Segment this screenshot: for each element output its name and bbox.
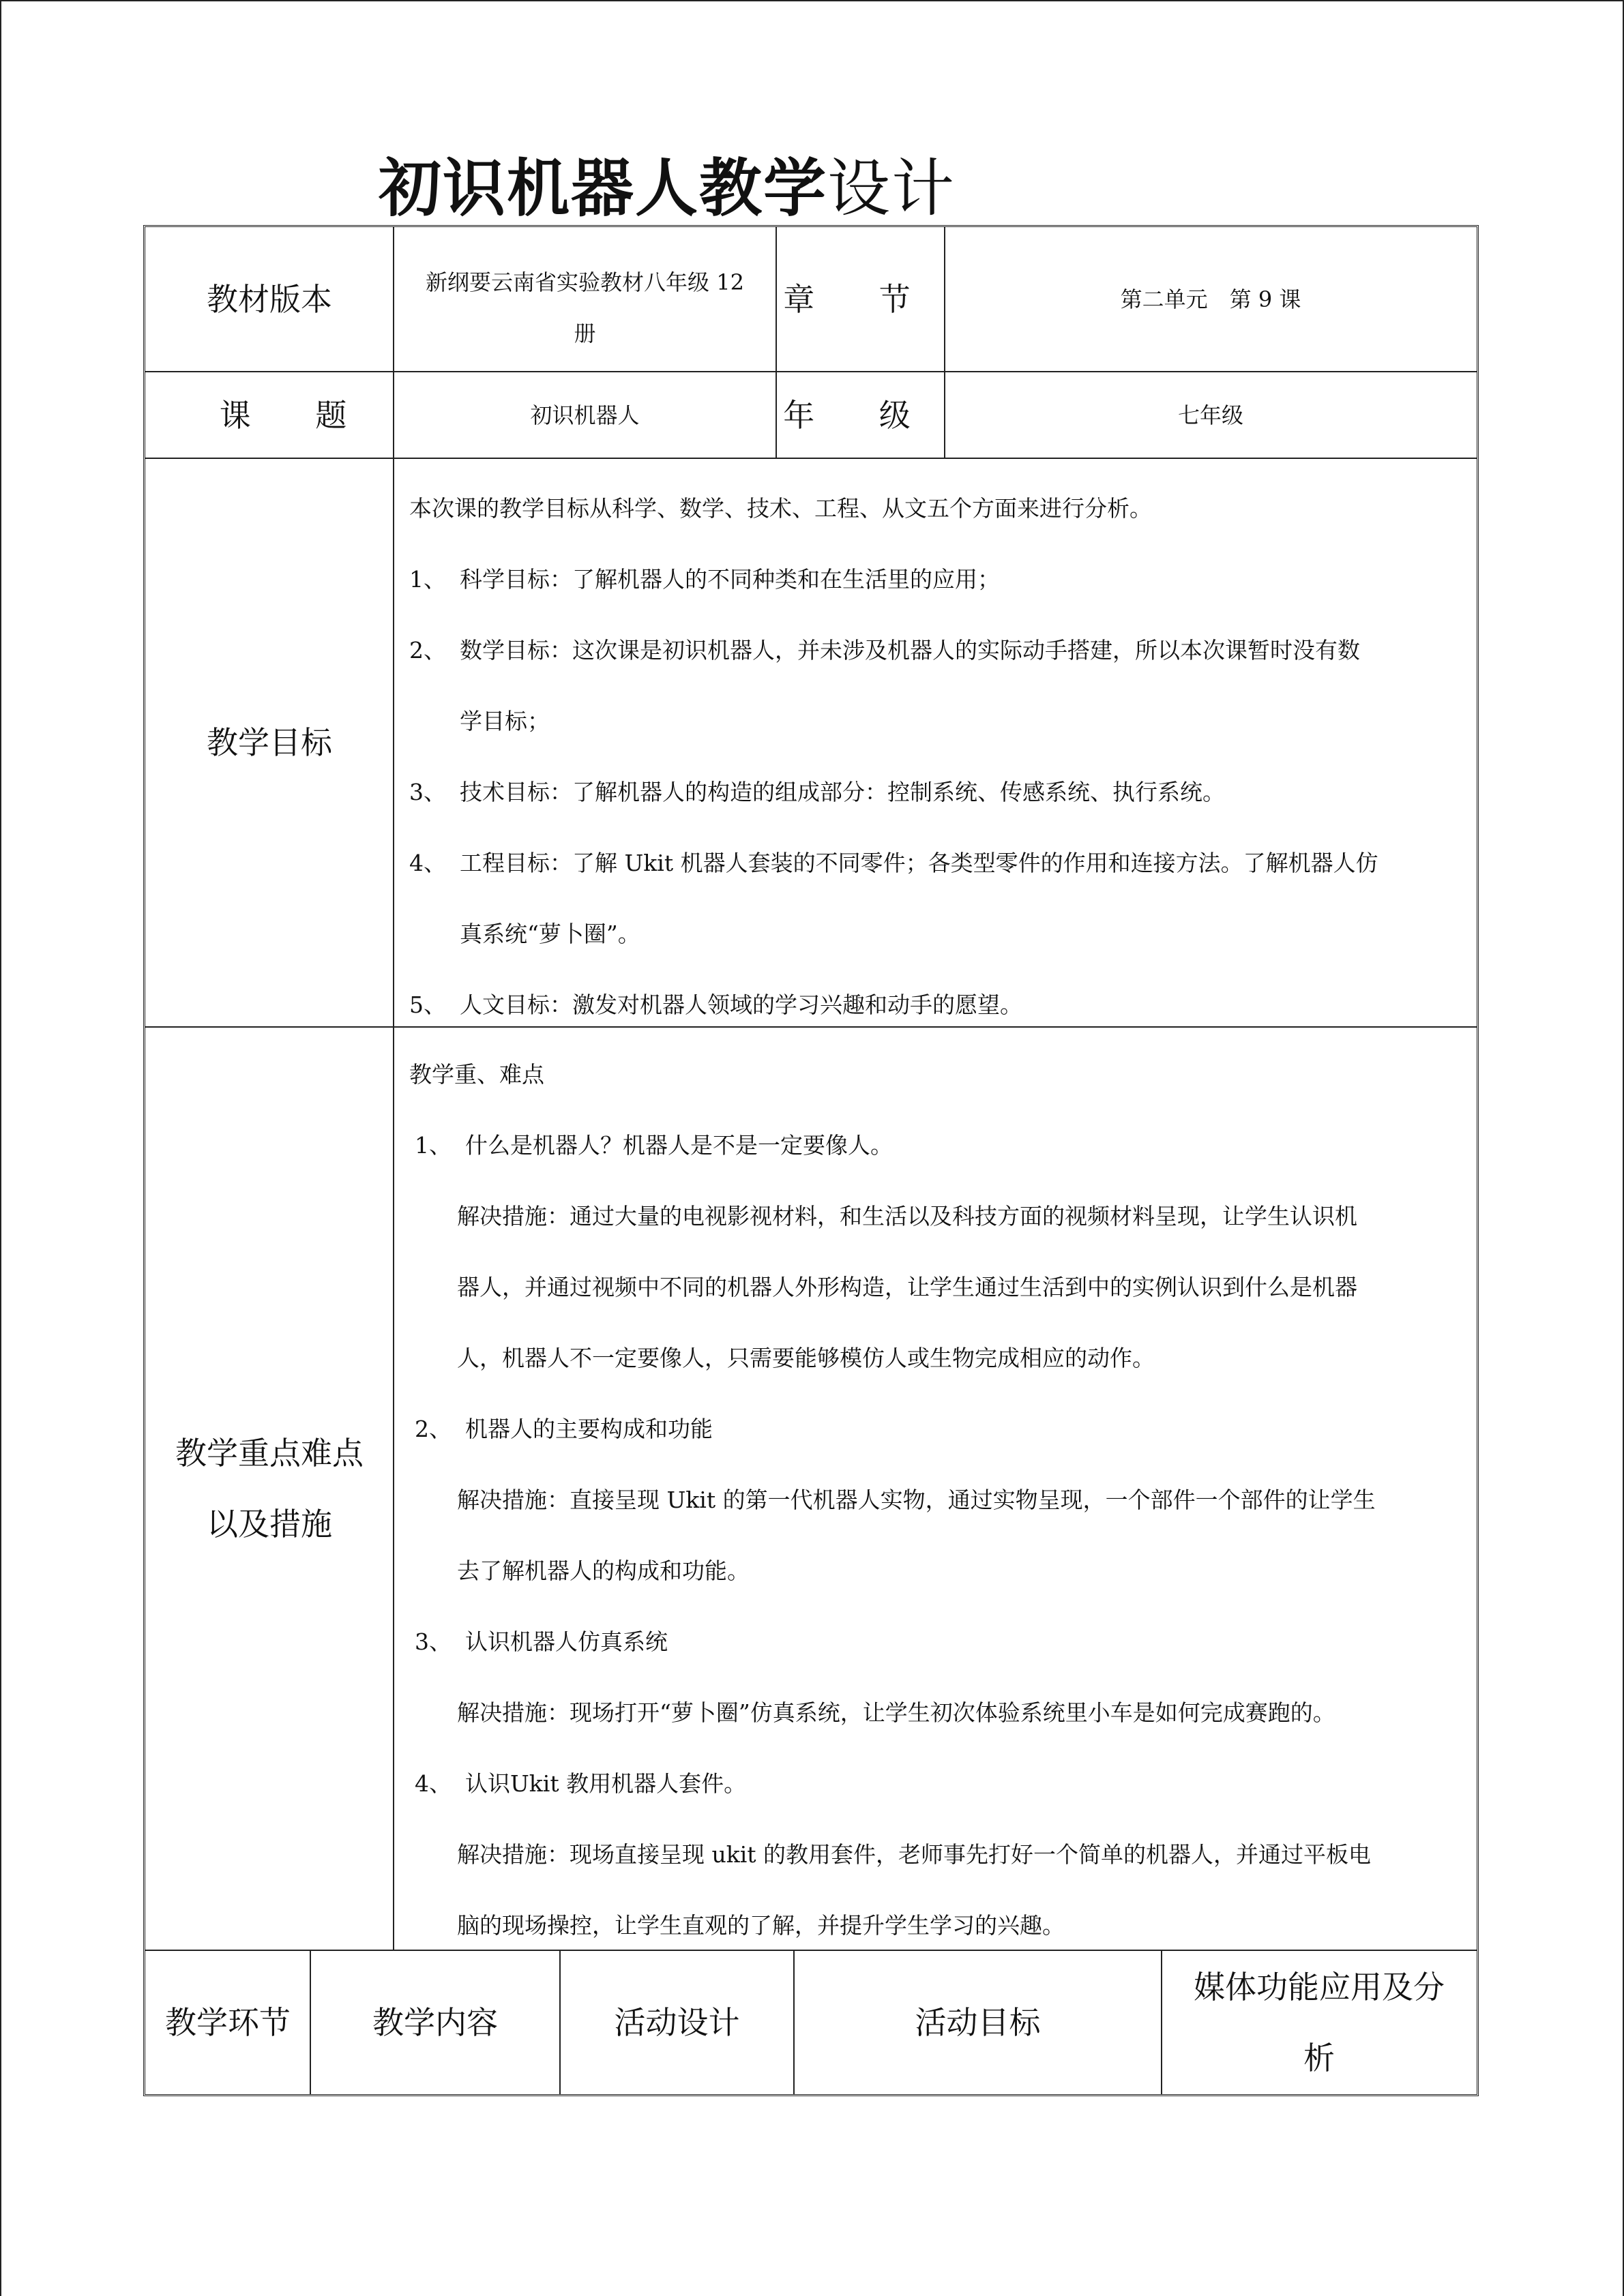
textbook-value-line1: 新纲要云南省实验教材八年级 12: [426, 269, 744, 295]
title-normal-part: 设计: [827, 152, 956, 225]
key-point-title: [409, 1607, 1460, 1678]
media-analysis-line1: 媒体功能应用及分: [1194, 1968, 1445, 2006]
key-point-title-text: 认识Ukit 教用机器人套件。: [465, 1770, 747, 1797]
objective-text: 技术目标：了解机器人的构造的组成部分：控制系统、传感系统、执行系统。: [460, 779, 1225, 805]
objective-item: [409, 970, 1460, 1041]
chapter-label: 章 节: [783, 281, 938, 318]
objective-item: [409, 828, 1460, 899]
key-point-num: 4、: [415, 1770, 452, 1797]
objective-item: [409, 757, 1460, 828]
key-point-measure: 人，机器人不一定要像人，只需要能够模仿人或生物完成相应的动作。: [457, 1345, 1155, 1371]
objective-cont-text: 学目标；: [460, 708, 550, 734]
media-analysis-line2: 析: [1303, 2039, 1335, 2076]
footer-col-activity-design: 活动设计: [614, 2003, 740, 2041]
key-point-title-text: 机器人的主要构成和功能: [465, 1416, 713, 1442]
objective-num: 4、: [409, 850, 446, 876]
objective-num: 1、: [409, 566, 446, 593]
objective-continuation: [409, 686, 1460, 757]
objective-text: 数学目标：这次课是初识机器人，并未涉及机器人的实际动手搭建，所以本次课暂时没有数: [460, 637, 1360, 664]
key-point-title: [409, 1110, 1460, 1181]
objective-cont-text: 真系统“萝卜圈”。: [460, 921, 640, 947]
key-point-num: 3、: [415, 1628, 452, 1655]
key-point-measure: 解决措施：现场打开“萝卜圈”仿真系统，让学生初次体验系统里小车是如何完成赛跑的。: [457, 1699, 1335, 1726]
key-point-title-text: 认识机器人仿真系统: [465, 1628, 668, 1655]
topic-value: 初识机器人: [530, 402, 640, 428]
key-point-title: [409, 1394, 1460, 1465]
key-points-label: [146, 1028, 393, 1950]
key-point-measure: 脑的现场操控，让学生直观的了解，并提升学生学习的兴趣。: [457, 1912, 1065, 1939]
textbook-label: 教材版本: [207, 281, 332, 318]
title-bold-part: 初识机器人教学: [379, 152, 828, 225]
key-point-num: 2、: [415, 1416, 452, 1442]
objectives-content: [409, 473, 1460, 1041]
key-point-num: 1、: [415, 1132, 452, 1159]
footer-col-teaching-content: 教学内容: [372, 2003, 498, 2041]
objective-continuation: [409, 899, 1460, 970]
textbook-value: [394, 228, 776, 371]
key-points-content: [409, 1039, 1460, 1961]
grade-value: 七年级: [1177, 402, 1243, 428]
footer-col-activity-goal: 活动目标: [915, 2003, 1041, 2041]
key-point-measure: 去了解机器人的构成和功能。: [457, 1557, 750, 1584]
objectives-label: 教学目标: [207, 724, 332, 761]
key-point-measure: 解决措施：现场直接呈现 ukit 的教用套件，老师事先打好一个简单的机器人，并通过平板电: [457, 1841, 1372, 1868]
chapter-value: 第二单元 第 9 课: [1120, 286, 1301, 312]
objective-text: 工程目标：了解 Ukit 机器人套装的不同零件；各类型零件的作用和连接方法。了解机器人仿: [460, 850, 1378, 876]
grade-label: 年 级: [783, 396, 938, 434]
objective-num: 5、: [409, 992, 446, 1018]
col-divider-label: [393, 226, 394, 1950]
objective-item: [409, 615, 1460, 686]
objective-item: [409, 544, 1460, 615]
topic-label: 课 题: [219, 396, 374, 434]
objectives-intro: 本次课的教学目标从科学、数学、技术、工程、从文五个方面来进行分析。: [409, 495, 1152, 522]
textbook-value-line2: 册: [574, 320, 596, 346]
key-points-label-line1: 教学重点难点: [175, 1435, 364, 1472]
footer-col-teaching-stage: 教学环节: [165, 2003, 291, 2041]
key-points-label-line2: 以及措施: [207, 1506, 332, 1542]
footer-col-media-analysis: [1162, 1951, 1476, 2093]
document-title: [379, 151, 956, 226]
key-point-title-text: 什么是机器人？机器人是不是一定要像人。: [465, 1132, 893, 1159]
key-point-measure: 器人，并通过视频中不同的机器人外形构造，让学生通过生活到中的实例认识到什么是机器: [457, 1274, 1357, 1300]
objective-text: 科学目标：了解机器人的不同种类和在生活里的应用；: [460, 566, 1000, 593]
key-point-measure: 解决措施：通过大量的电视影视材料，和生活以及科技方面的视频材料呈现，让学生认识机: [457, 1203, 1357, 1229]
key-point-measure: 解决措施：直接呈现 Ukit 的第一代机器人实物，通过实物呈现，一个部件一个部件的让学生: [457, 1487, 1376, 1513]
key-point-title: [409, 1748, 1460, 1819]
objective-num: 3、: [409, 779, 446, 805]
objective-text: 人文目标：激发对机器人领域的学习兴趣和动手的愿望。: [460, 992, 1022, 1018]
objective-num: 2、: [409, 637, 446, 664]
key-points-heading: 教学重、难点: [409, 1061, 544, 1088]
